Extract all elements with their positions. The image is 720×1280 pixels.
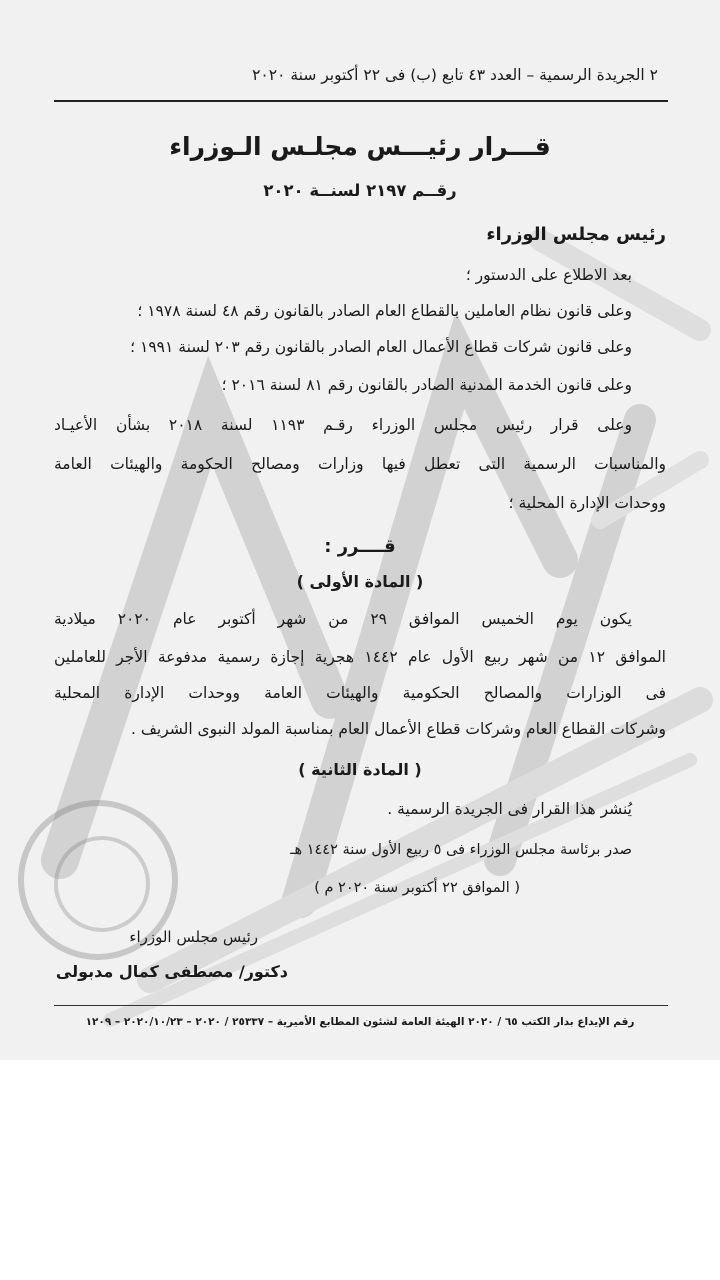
issued-date-hijri: صدر برئاسة مجلس الوزراء فى ٥ ربيع الأول سنة ١٤٤٢ هـ [290, 842, 632, 858]
preamble-line: وعلى قانون نظام العاملين بالقطاع العام الصادر بالقانون رقم ٤٨ لسنة ١٩٧٨ ؛ [137, 302, 632, 320]
footer-rule [54, 1005, 668, 1006]
decree-number: رقــم ٢١٩٧ لسنــة ٢٠٢٠ [263, 181, 457, 200]
issued-date-gregorian: ( الموافق ٢٢ أكتوبر سنة ٢٠٢٠ م ) [314, 880, 520, 896]
article-1-line: الموافق ١٢ من شهر ربيع الأول عام ١٤٤٢ هجرية إجازة رسمية مدفوعة الأجر للعاملين [54, 648, 666, 666]
preamble-line: وعلى قرار رئيس مجلس الوزراء رقـم ١١٩٣ لسنة ٢٠١٨ بشأن الأعيـاد [54, 416, 632, 434]
article-1-line: يكون يوم الخميس الموافق ٢٩ من شهر أكتوبر عام ٢٠٢٠ ميلادية [54, 610, 632, 628]
header-rule [54, 100, 668, 102]
article-1-heading: ( المادة الأولى ) [296, 572, 424, 591]
signatory-title: رئيس مجلس الوزراء [129, 928, 258, 946]
decree-title: قـــرار رئيـــس مجلـس الـوزراء [169, 132, 551, 161]
preamble-line: وعلى قانون الخدمة المدنية الصادر بالقانون رقم ٨١ لسنة ٢٠١٦ ؛ [221, 376, 632, 394]
preamble-line: ووحدات الإدارة المحلية ؛ [508, 494, 666, 512]
article-1-line: وشركات القطاع العام وشركات قطاع الأعمال العام بمناسبة المولد النبوى الشريف . [131, 720, 666, 738]
signatory-name: دكتور/ مصطفى كمال مدبولى [55, 962, 288, 981]
preamble-line: والمناسبات الرسمية التى تعطل فيها وزارات ومصالح الحكومة والهيئات العامة [54, 455, 666, 473]
blank-area [0, 1060, 720, 1280]
article-2-heading: ( المادة الثانية ) [298, 760, 422, 779]
article-2-text: يُنشر هذا القرار فى الجريدة الرسمية . [387, 800, 632, 818]
gazette-header: ٢ الجريدة الرسمية – العدد ٤٣ تابع (ب) فى ٢٢ أكتوبر سنة ٢٠٢٠ [252, 66, 658, 84]
decides-heading: قــــرر : [324, 536, 396, 557]
article-1-line: فى الوزارات والمصالح الحكومية والهيئات العامة ووحدات الإدارة المحلية [54, 684, 666, 702]
preamble-line: وعلى قانون شركات قطاع الأعمال العام الصادر بالقانون رقم ٢٠٣ لسنة ١٩٩١ ؛ [130, 338, 632, 356]
issuer-heading: رئيس مجلس الوزراء [486, 224, 666, 245]
preamble-line: بعد الاطلاع على الدستور ؛ [465, 266, 632, 284]
deposit-footer: رقم الإيداع بدار الكتب ٦٥ / ٢٠٢٠ الهيئة العامة لشئون المطابع الأميرية – ٢٥٣٣٧ / ٢٠٢٠ – ٢٠٢٠/١٠/٢٣ – ١٢٠٩ [85, 1016, 635, 1028]
